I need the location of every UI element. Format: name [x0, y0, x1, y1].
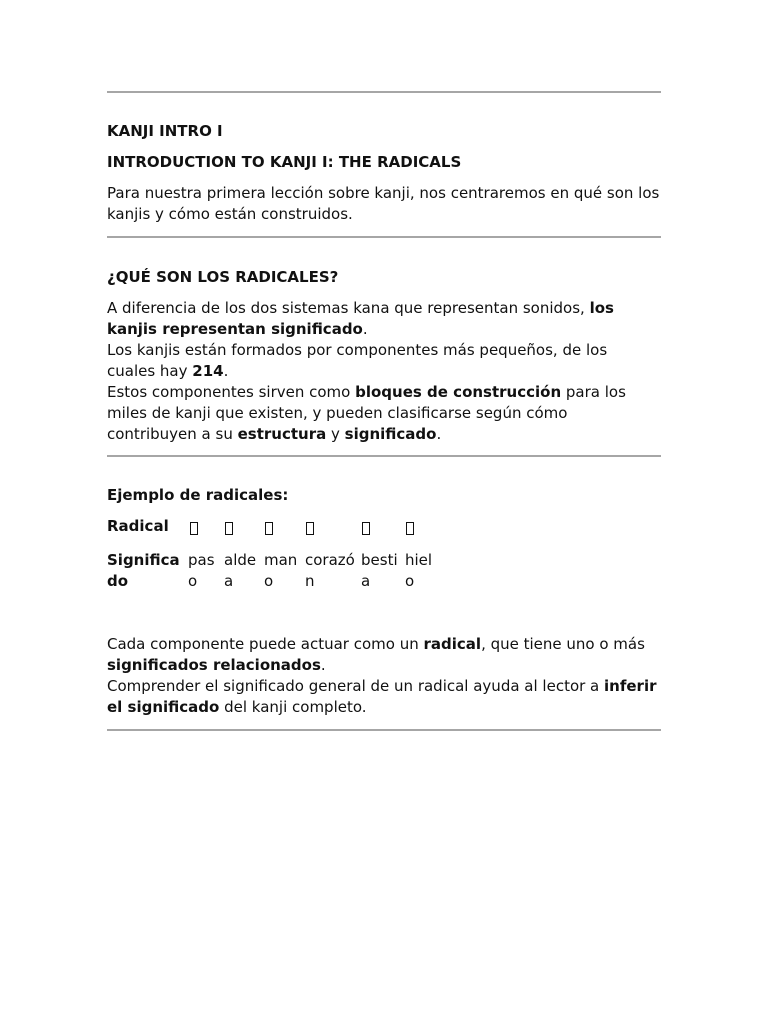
- section-heading-radicals: ¿QUÉ SON LOS RADICALES?: [107, 268, 339, 286]
- lesson-kicker: KANJI INTRO I: [107, 122, 223, 140]
- meaning-2: alde a: [224, 551, 257, 590]
- meaning-row-label: Significa do: [107, 551, 180, 590]
- radical-glyph-4: [306, 522, 314, 535]
- meaning-5: besti a: [361, 551, 398, 590]
- radical-glyph-1: [190, 522, 198, 535]
- components-paragraph: Cada componente puede actuar como un radical, que tiene uno o más significados relacionados. Comprender el significado general de un radical ayuda al lector a inferir el significado del kanji completo.: [107, 635, 657, 716]
- lesson-title: INTRODUCTION TO KANJI I: THE RADICALS: [107, 153, 462, 171]
- radical-glyph-3: [265, 522, 273, 535]
- top-divider: [107, 91, 661, 93]
- radical-row-label: Radical: [107, 517, 169, 535]
- bottom-divider: [107, 729, 661, 731]
- meaning-4: corazó n: [305, 551, 355, 590]
- radical-glyph-2: [225, 522, 233, 535]
- intro-paragraph: Para nuestra primera lección sobre kanji, nos centraremos en qué son los kanjis y cómo están construidos.: [107, 184, 660, 223]
- divider-1: [107, 236, 661, 238]
- radical-glyph-6: [406, 522, 414, 535]
- radicals-explanation: A diferencia de los dos sistemas kana que representan sonidos, los kanjis representan significado. Los kanjis están formados por componentes más pequeños, de los cuales hay 214. Estos componentes sirven como bloques de construcción para los miles de kanji que existen, y pueden clasificarse según cómo contribuyen a su estructura y significado.: [107, 299, 626, 443]
- divider-2: [107, 455, 661, 457]
- meaning-6: hiel o: [405, 551, 433, 590]
- radical-glyph-5: [362, 522, 370, 535]
- meaning-3: man o: [264, 551, 298, 590]
- meaning-1: pas o: [188, 551, 215, 590]
- section-heading-examples: Ejemplo de radicales:: [107, 486, 289, 504]
- radicals-table: [107, 516, 661, 596]
